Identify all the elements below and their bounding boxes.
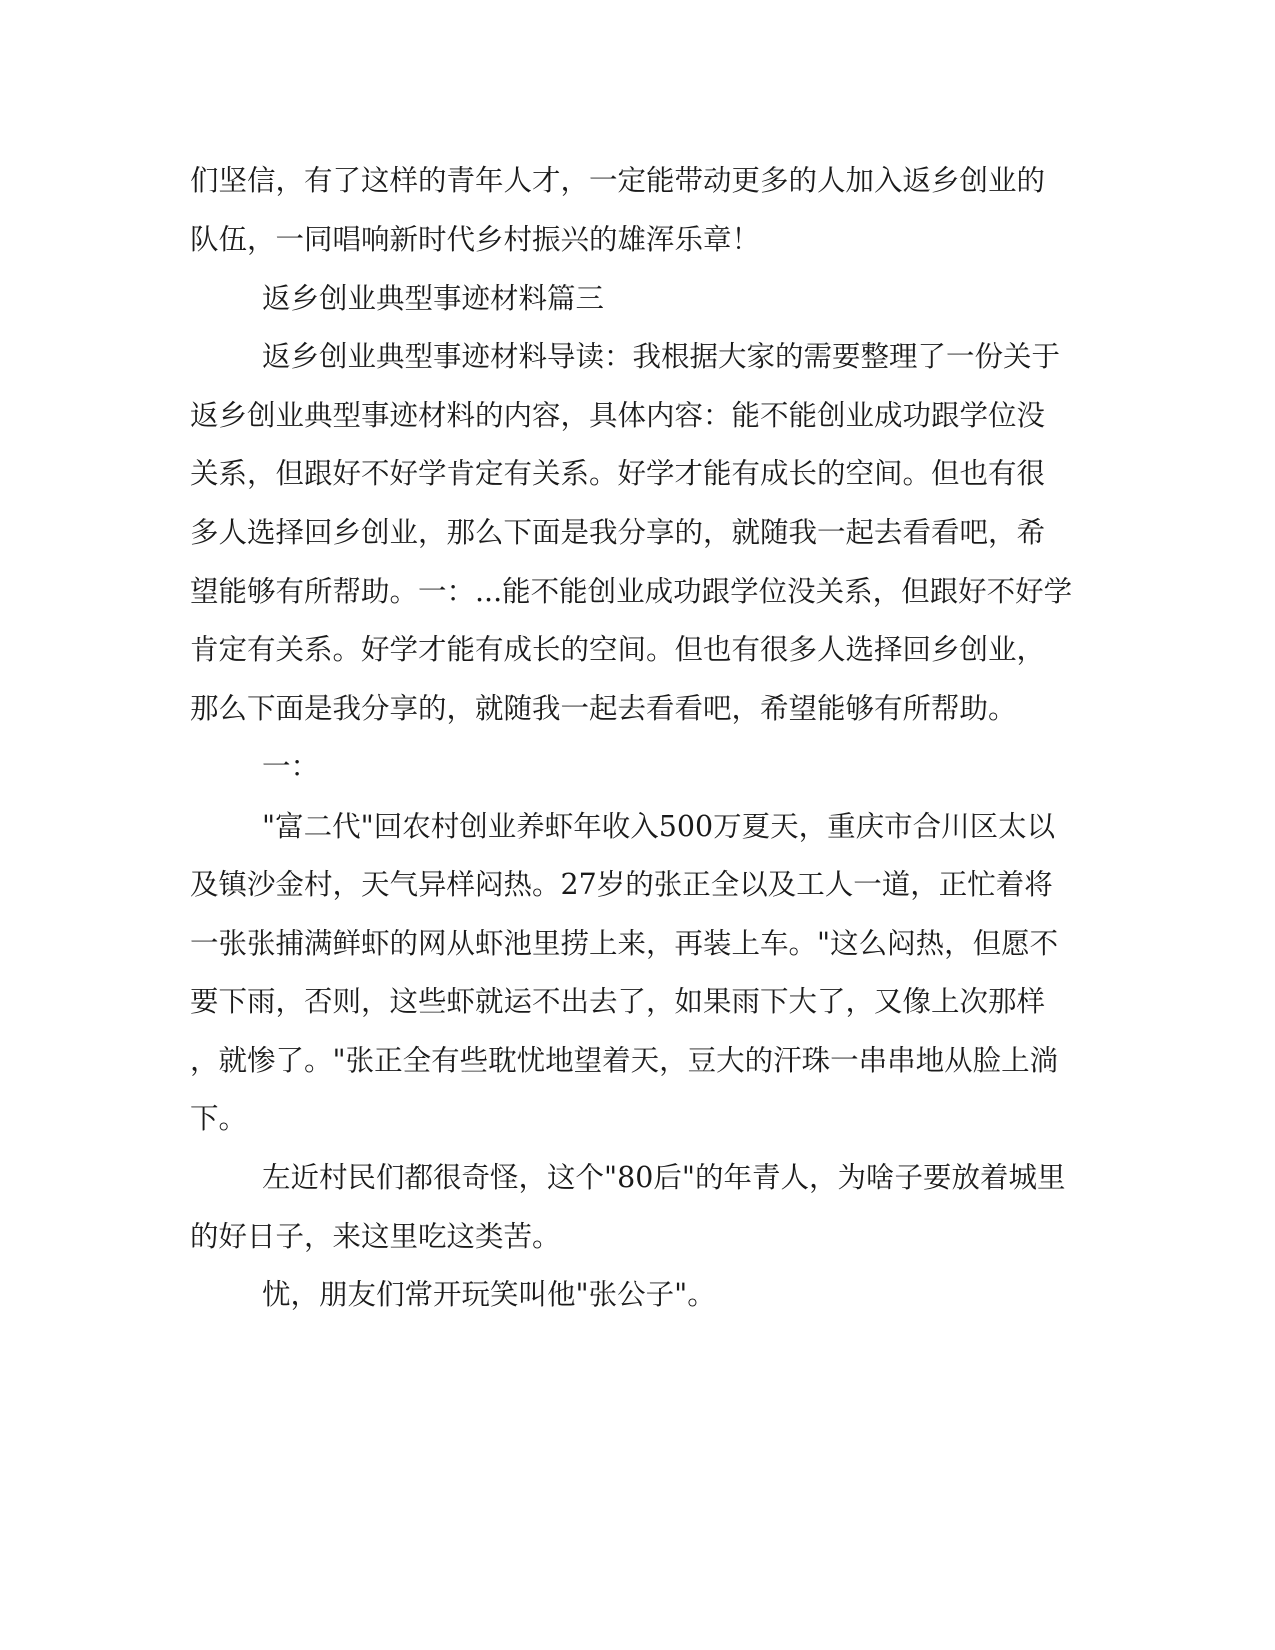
body-line: 要下雨，否则，这些虾就运不出去了，如果雨下大了，又像上次那样 — [190, 985, 1046, 1018]
body-line: 关系，但跟好不好学肯定有关系。好学才能有成长的空间。但也有很 — [190, 457, 1046, 490]
body-line: 返乡创业典型事迹材料的内容，具体内容：能不能创业成功跟学位没 — [190, 399, 1046, 432]
body-line: 返乡创业典型事迹材料导读：我根据大家的需要整理了一份关于 — [262, 340, 1061, 373]
body-line: 望能够有所帮助。一：...能不能创业成功跟学位没关系，但跟好不好学 — [190, 575, 1073, 608]
body-line: 们坚信，有了这样的青年人才，一定能带动更多的人加入返乡创业的 — [190, 164, 1046, 197]
body-line: 下。 — [190, 1102, 248, 1135]
body-line: 队伍，一同唱响新时代乡村振兴的雄浑乐章！ — [190, 223, 761, 256]
body-line: 及镇沙金村，天气异样闷热。27岁的张正全以及工人一道，正忙着将 — [190, 868, 1053, 901]
body-line: 左近村民们都很奇怪，这个"80后"的年青人，为啥子要放着城里 — [262, 1161, 1066, 1194]
body-line: "富二代"回农村创业养虾年收入500万夏天，重庆市合川区太以 — [262, 810, 1056, 843]
body-line: 的好日子，来这里吃这类苦。 — [190, 1220, 561, 1253]
body-line: ，就惨了。"张正全有些耽忧地望着天，豆大的汗珠一串串地从脸上淌 — [190, 1044, 1059, 1077]
body-line: 多人选择回乡创业，那么下面是我分享的，就随我一起去看看吧，希 — [190, 516, 1046, 549]
body-line: 肯定有关系。好学才能有成长的空间。但也有很多人选择回乡创业， — [190, 633, 1046, 666]
body-line: 一： — [262, 750, 320, 783]
section-heading: 返乡创业典型事迹材料篇三 — [262, 282, 605, 315]
body-line: 一张张捕满鲜虾的网从虾池里捞上来，再装上车。"这么闷热，但愿不 — [190, 927, 1059, 960]
body-line: 忧，朋友们常开玩笑叫他"张公子"。 — [262, 1278, 716, 1311]
body-line: 那么下面是我分享的，就随我一起去看看吧，希望能够有所帮助。 — [190, 692, 1017, 725]
